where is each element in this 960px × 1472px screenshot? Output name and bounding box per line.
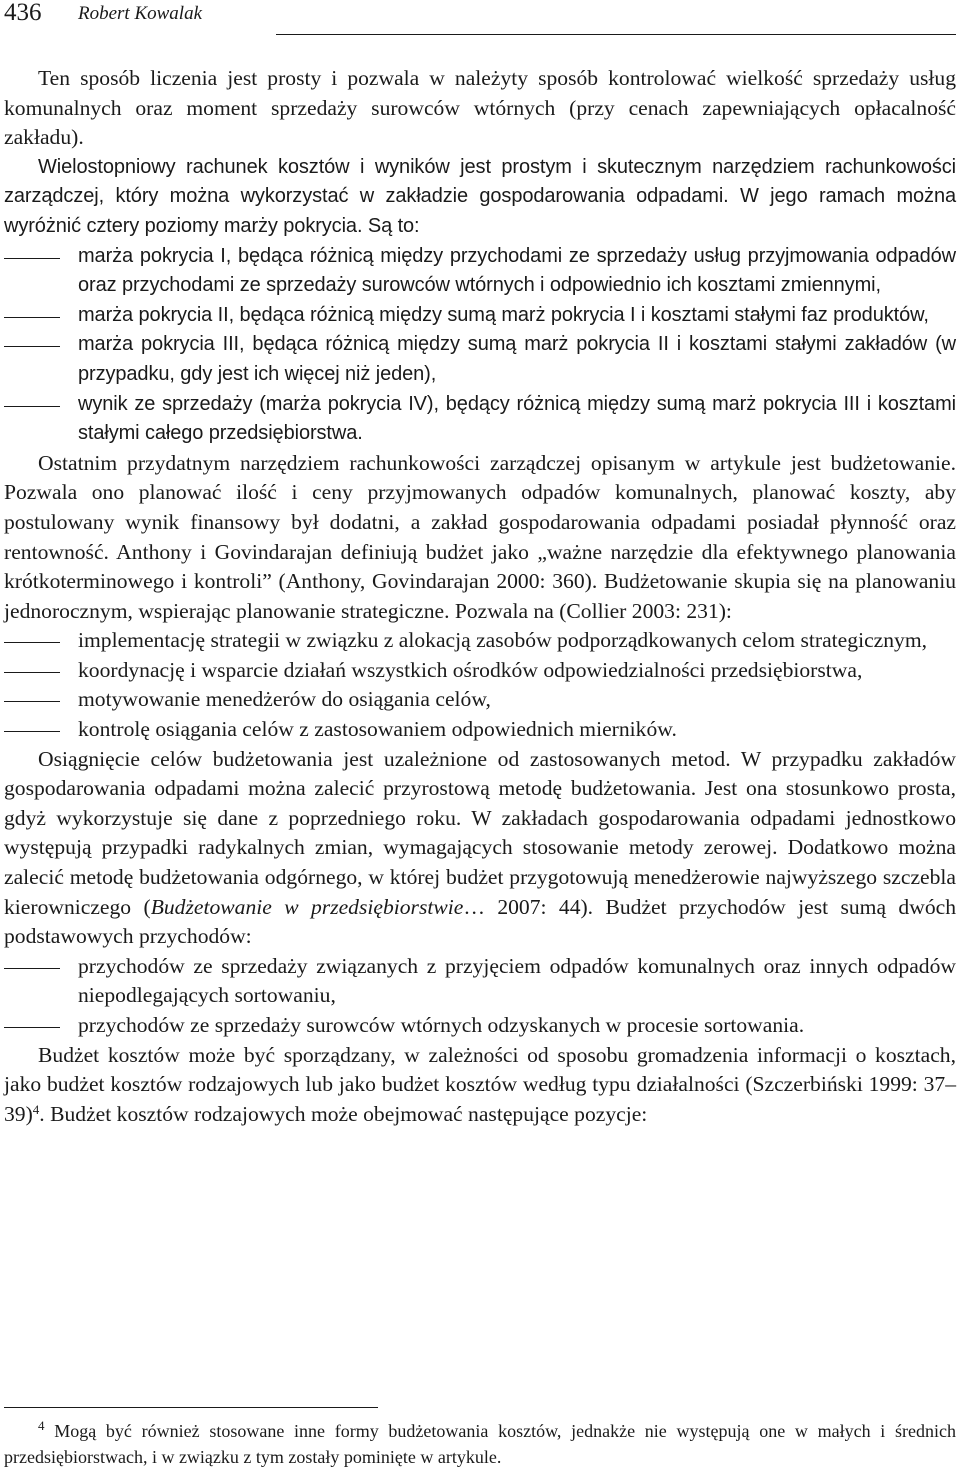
- list-item: [4, 1011, 956, 1041]
- text-run: Budżet kosztów może być sporządzany, w zależności od sposobu gromadzenia informacji o kosztach, jako budżet kosztów rodzajowych lub jako budżet kosztów według typu działalności (Szczerbiński 1999: 37–39): [4, 1042, 956, 1126]
- dash-bullet: [4, 317, 60, 318]
- budgeting-benefits-list: [4, 626, 956, 744]
- list-item: [4, 715, 956, 745]
- dash-bullet: [4, 346, 60, 347]
- dash-bullet: [4, 406, 60, 407]
- list-item-text: marża pokrycia II, będąca różnicą między sumą marż pokrycia I i kosztami stałymi faz produktów,: [78, 303, 929, 326]
- paragraph: [4, 1041, 956, 1130]
- running-head-author: Robert Kowalak: [78, 3, 203, 24]
- page-number: 436: [4, 0, 42, 26]
- paragraph: [4, 745, 956, 952]
- footnote-separator: [4, 1407, 378, 1408]
- footnote-text: Mogą być również stosowane inne formy budżetowania kosztów, jednakże nie występują one w małych i średnich przedsiębiorstwach, i w związku z tym zostały pominięte w artykule.: [4, 1421, 956, 1467]
- list-item: [4, 656, 956, 686]
- list-item-text: implementację strategii w związku z alokacją zasobów podporządkowanych celom strategicznym,: [78, 628, 928, 653]
- body-text: [4, 64, 956, 1129]
- list-item-text: marża pokrycia III, będąca różnicą między sumą marż pokrycia II i kosztami stałymi zakładów (w przypadku, gdy jest ich więcej niż jeden),: [78, 333, 956, 385]
- footnote: [4, 1418, 956, 1470]
- dash-bullet: [4, 258, 60, 259]
- dash-bullet: [4, 672, 60, 673]
- list-item: [4, 626, 956, 656]
- footnote-reference[interactable]: 4: [32, 1101, 40, 1117]
- footnote-number: 4: [38, 1418, 45, 1433]
- list-item: [4, 301, 956, 331]
- list-item: [4, 390, 956, 449]
- list-item: [4, 242, 956, 301]
- text-run: . Budżet kosztów rodzajowych może obejmować następujące pozycje:: [39, 1101, 648, 1126]
- dash-bullet: [4, 968, 60, 969]
- margin-levels-list: [4, 242, 956, 449]
- paragraph: Ten sposób liczenia jest prosty i pozwala w należyty sposób kontrolować wielkość sprzedaży usług komunalnych oraz moment sprzedaży surowców wtórnych (przy cenach zapewniających opłacalność zakładu).: [4, 66, 956, 150]
- list-item-text: przychodów ze sprzedaży surowców wtórnych odzyskanych w procesie sortowania.: [78, 1013, 805, 1037]
- paragraph: Wielostopniowy rachunek kosztów i wyników jest prostym i skutecznym narzędziem rachunkowości zarządczej, który można wykorzystać w zakładzie gospodarowania odpadami. W jego ramach można wyróżnić cztery poziomy marży pokrycia. Są to:: [4, 155, 956, 237]
- text-run: Osiągnięcie celów budżetowania jest uzależnione od zastosowanych metod. W przypadku zakładów gospodarowania odpadami można zalecić przyrostową metodę budżetowania. Jest ona stosunkowo prosta, gdyż wykorzystuje się dane z poprzedniego roku. W zakładach gospodarowania odpadami jednostkowo występują przypadki radykalnych zmian, wymagających stosowanie metody zerowej. Dodatkowo można zalecić metodę budżetowania odgórnego, w której budżet przygotowują menedżerowie najwyższego szczebla kierowniczego (: [4, 746, 956, 919]
- revenue-list: [4, 952, 956, 1041]
- list-item-text: koordynację i wsparcie działań wszystkich ośrodków odpowiedzialności przedsiębiorstwa,: [78, 657, 863, 682]
- list-item: [4, 330, 956, 389]
- page-header: [4, 0, 956, 32]
- header-rule: [276, 34, 956, 35]
- list-item-text: wynik ze sprzedaży (marża pokrycia IV), będący różnicą między sumą marż pokrycia III i kosztami stałymi całego przedsiębiorstwa.: [78, 392, 956, 445]
- dash-bullet: [4, 1027, 60, 1028]
- list-item: [4, 952, 956, 1011]
- list-item: [4, 685, 956, 715]
- paragraph: Ostatnim przydatnym narzędziem rachunkowości zarządczej opisanym w artykule jest budżetowanie. Pozwala ono planować ilość i ceny przyjmowanych odpadów komunalnych, planować koszty, aby postulowany wynik finansowy był dodatni, a zakład gospodarowania odpadami posiadał płynność oraz rentowność. Anthony i Govindarajan definiują budżet jako „ważne narzędzie dla efektywnego planowania krótkoterminowego i kontroli” (Anthony, Govindarajan 2000: 360). Budżetowanie skupia się na planowaniu jednorocznym, wspierając planowanie strategiczne. Pozwala na (Collier 2003: 231):: [4, 450, 956, 623]
- text-run: … 2007: 44). Budżet przychodów jest sumą dwóch podstawowych przychodów:: [4, 894, 956, 949]
- list-item-text: motywowanie menedżerów do osiągania celów,: [78, 687, 491, 712]
- dash-bullet: [4, 731, 60, 732]
- dash-bullet: [4, 701, 60, 702]
- dash-bullet: [4, 642, 60, 643]
- list-item-text: marża pokrycia I, będąca różnicą między przychodami ze sprzedaży usług przyjmowania odpadów oraz przychodami ze sprzedaży surowców wtórnych i odpowiednio ich kosztami zmiennymi,: [78, 244, 956, 297]
- cited-title: Budżetowanie w przedsiębiorstwie: [150, 894, 464, 919]
- list-item-text: kontrolę osiągania celów z zastosowaniem odpowiednich mierników.: [78, 717, 677, 742]
- list-item-text: przychodów ze sprzedaży związanych z przyjęciem odpadów komunalnych oraz innych odpadów niepodlegających sortowaniu,: [78, 953, 956, 1008]
